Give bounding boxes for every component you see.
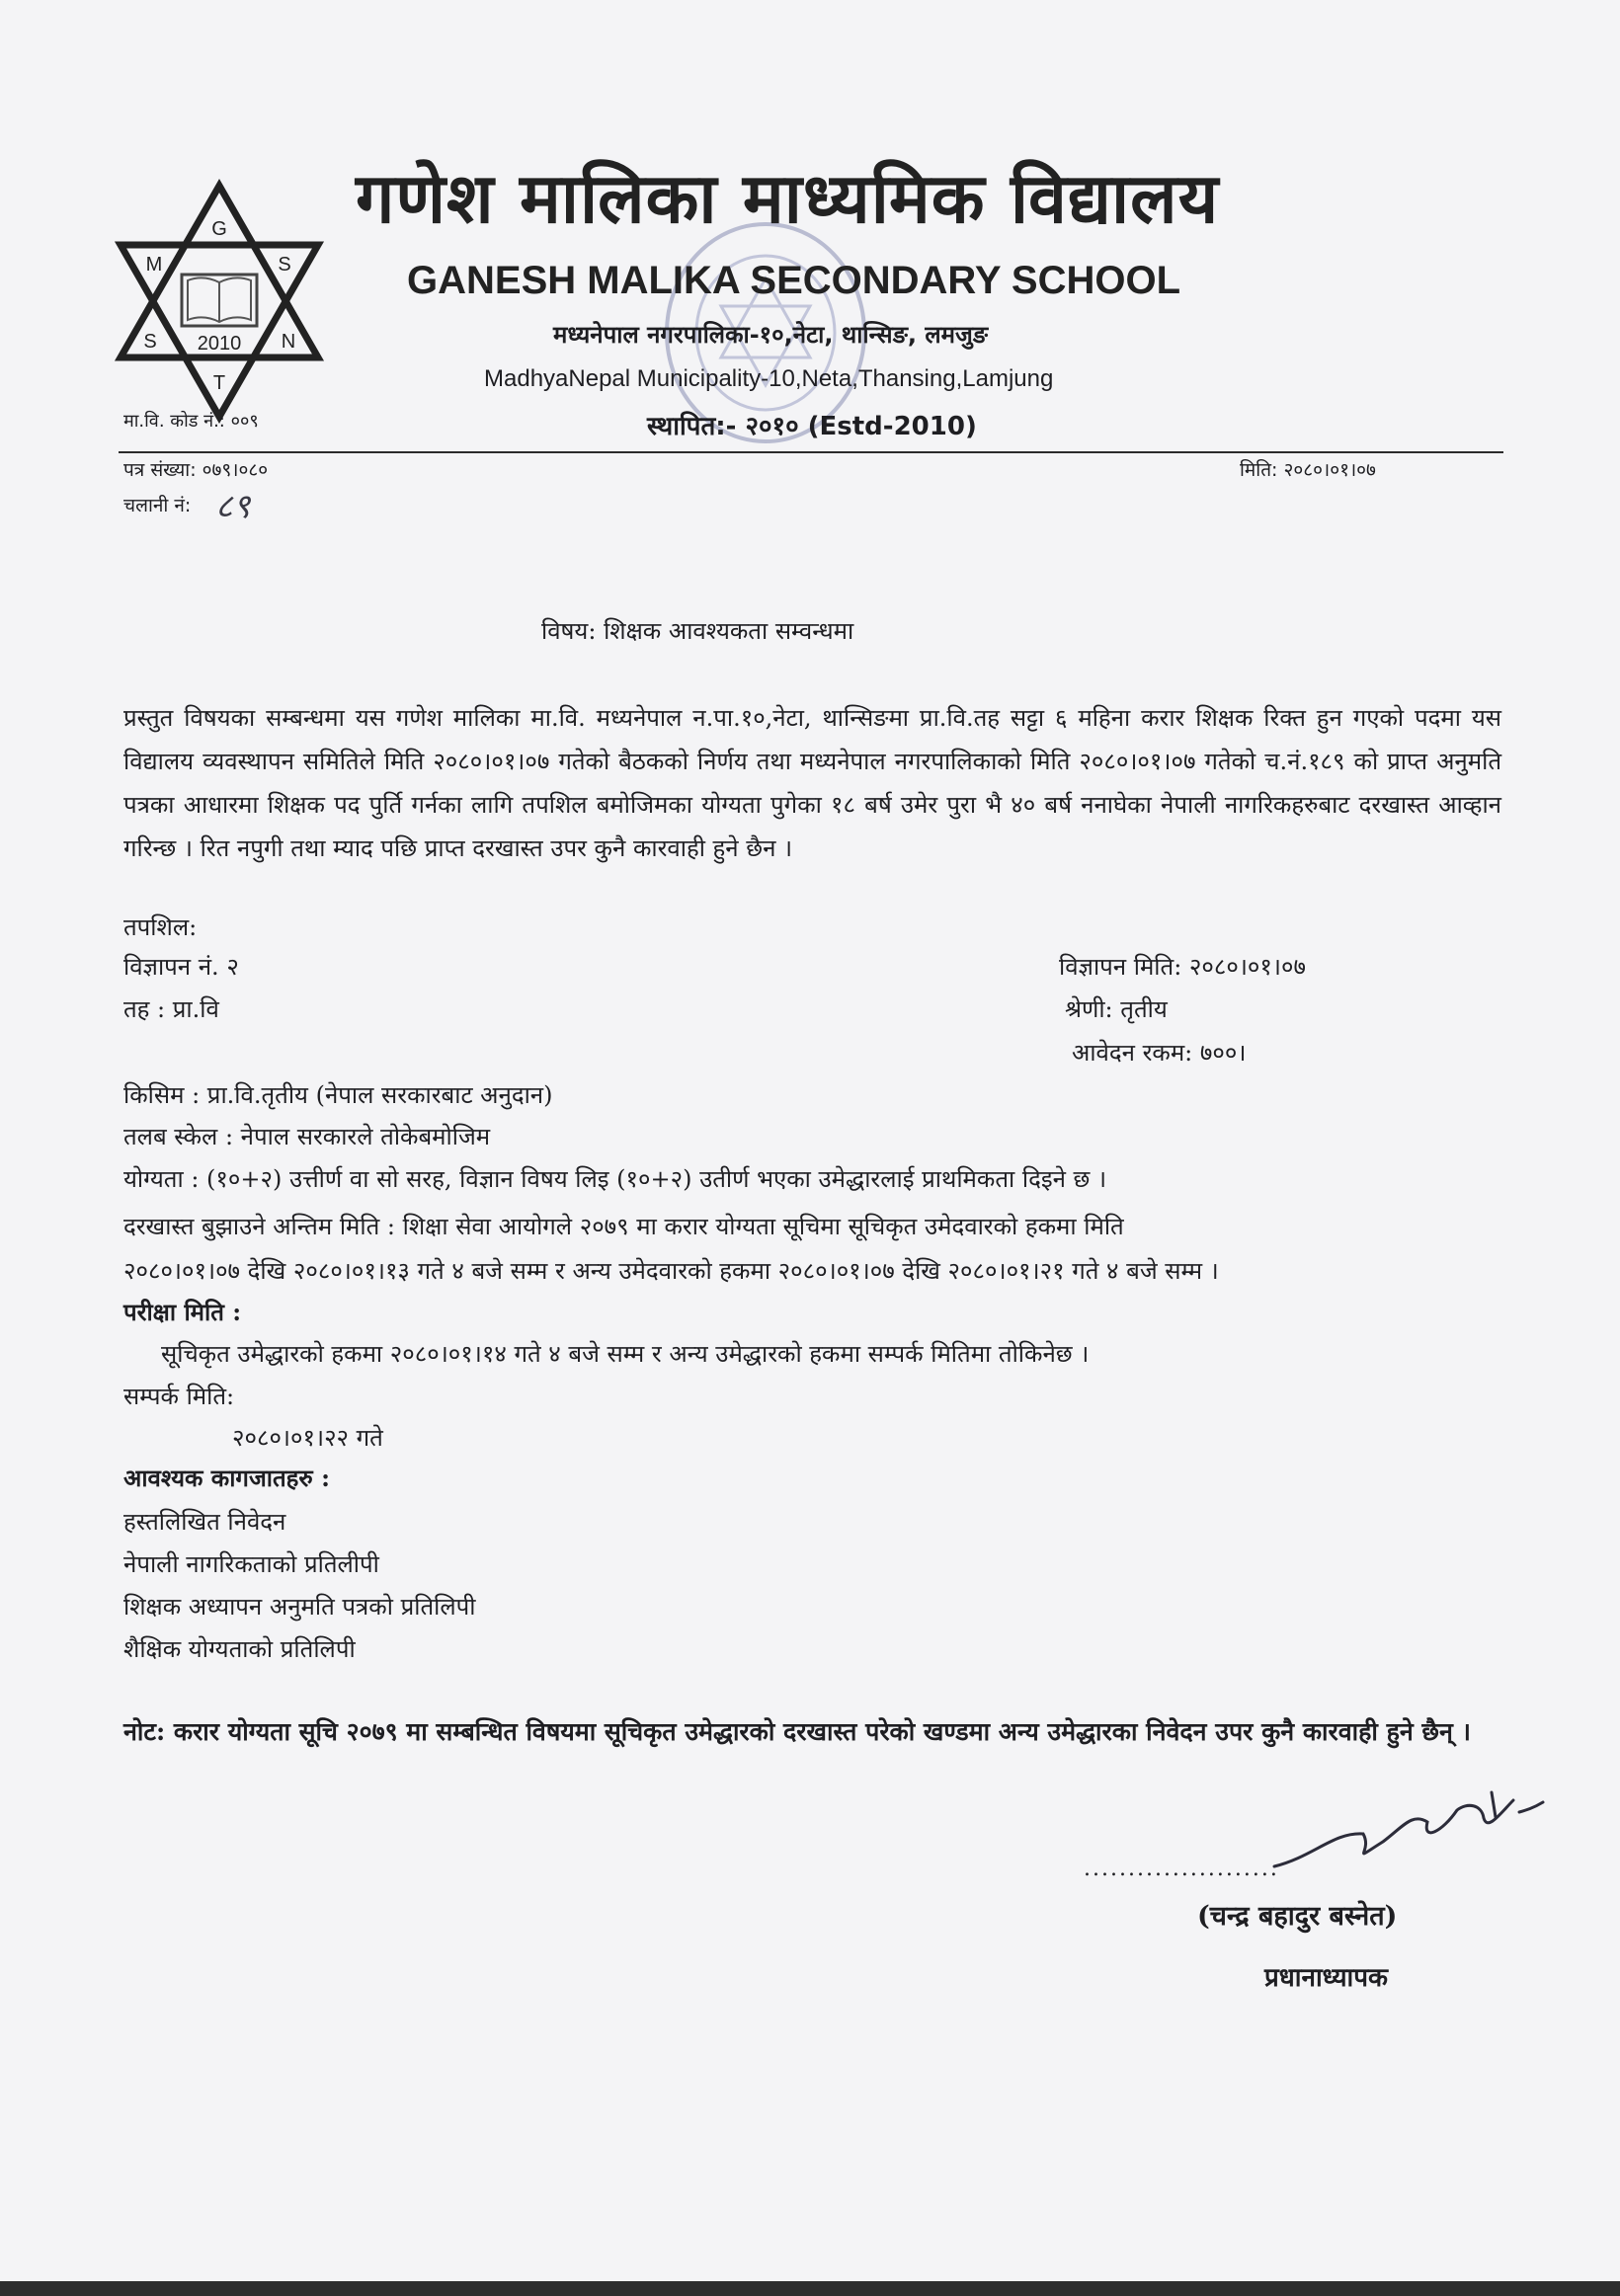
svg-text:T: T bbox=[212, 372, 226, 394]
svg-text:N: N bbox=[281, 331, 296, 353]
svg-text:2010: 2010 bbox=[197, 333, 242, 355]
exam-text: सूचिकृत उमेद्धारको हकमा २०८०।०१।१४ गते ४ बजे सम्म र अन्य उमेद्धारको हकमा सम्पर्क मितिमा तोकिनेछ । bbox=[161, 1340, 1090, 1368]
document-item: शिक्षक अध्यापन अनुमति पत्रको प्रतिलिपी bbox=[123, 1593, 476, 1621]
dispatch-number: ८९ bbox=[215, 487, 251, 526]
deadline-line-2: २०८०।०१।०७ देखि २०८०।०१।१३ गते ४ बजे सम्म र अन्य उमेदवारको हकमा २०८०।०१।०७ देखि २०८०।०१।२१ गते ४ बजे सम्म । bbox=[123, 1257, 1219, 1285]
established-year: स्थापित:- २०१० (Estd-2010) bbox=[647, 412, 977, 441]
exam-label: परीक्षा मिति : bbox=[123, 1298, 242, 1326]
application-fee: आवेदन रकम: ७००। bbox=[1072, 1039, 1247, 1067]
school-name-english: GANESH MALIKA SECONDARY SCHOOL bbox=[407, 259, 1181, 302]
svg-text:S: S bbox=[278, 254, 291, 276]
post-type: किसिम : प्रा.वि.तृतीय (नेपाल सरकारबाट अनुदान) bbox=[123, 1081, 553, 1109]
svg-text:M: M bbox=[145, 254, 163, 276]
document-item: शैक्षिक योग्यताको प्रतिलिपी bbox=[123, 1635, 356, 1663]
letter-date: मिति: २०८०।०१।०७ bbox=[1240, 459, 1376, 481]
ad-number: विज्ञापन नं. २ bbox=[123, 953, 239, 981]
scan-bottom-edge bbox=[0, 2281, 1620, 2296]
school-logo-icon bbox=[111, 178, 328, 425]
svg-text:G: G bbox=[211, 218, 227, 240]
contact-date: २०८०।०१।२२ गते bbox=[232, 1424, 383, 1452]
deadline-line-1: दरखास्त बुझाउने अन्तिम मिति : शिक्षा सेवा आयोगले २०७९ मा करार योग्यता सूचिमा सूचिकृत उमेदवारको हकमा मिति bbox=[123, 1213, 1124, 1240]
level: तह : प्रा.वि bbox=[123, 995, 219, 1023]
signature-line: ...................... bbox=[1084, 1857, 1279, 1881]
ad-date: विज्ञापन मिति: २०८०।०१।०७ bbox=[1059, 953, 1306, 981]
documents-label: आवश्यक कागजातहरु : bbox=[123, 1464, 330, 1492]
qualification: योग्यता : (१०+२) उत्तीर्ण वा सो सरह, विज्ञान विषय लिइ (१०+२) उतीर्ण भएका उमेद्धारलाई प्राथमिकता दिइने छ । bbox=[123, 1165, 1107, 1193]
letter-number: पत्र संख्या: ०७९।०८० bbox=[123, 459, 269, 481]
signatory-name: (चन्द्र बहादुर बस्नेत) bbox=[1197, 1901, 1398, 1932]
school-name-nepali: गणेश मालिका माध्यमिक विद्यालय bbox=[356, 157, 1220, 239]
grade: श्रेणी: तृतीय bbox=[1065, 995, 1168, 1023]
svg-text:S: S bbox=[143, 331, 157, 353]
subject-line: विषय: शिक्षक आवश्यकता सम्वन्धमा bbox=[541, 617, 854, 645]
school-code: मा.वि. कोड नं.: ००९ bbox=[123, 411, 259, 432]
address-english: MadhyaNepal Municipality-10,Neta,Thansing,Lamjung bbox=[484, 365, 1054, 392]
header-divider bbox=[119, 451, 1503, 453]
note-paragraph: नोट: करार योग्यता सूचि २०७९ मा सम्बन्धित विषयमा सूचिकृत उमेद्धारको दरखास्त परेको खण्डमा अन्य उमेद्धारका निवेदन उपर कुनै कारवाही हुने छैन् । bbox=[123, 1717, 1472, 1746]
schedule-label: तपशिल: bbox=[123, 913, 198, 941]
signatory-title: प्रधानाध्यापक bbox=[1264, 1963, 1389, 1993]
contact-label: सम्पर्क मिति: bbox=[123, 1383, 235, 1410]
intro-paragraph: प्रस्तुत विषयका सम्बन्धमा यस गणेश मालिका मा.वि. मध्यनेपाल न.पा.१०,नेटा, थान्सिङमा प्रा.वि.तह सट्टा ६ महिना करार शिक्षक रिक्त हुन गएको पदमा यस विद्यालय व्यवस्थापन समितिले मिति २०८०।०१।०७ गतेको बैठकको निर्णय तथा मध्यनेपाल नगरपालिकाको मिति २०८०।०१।०७ गतेको च.नं.१८९ को प्राप्त अनुमति पत्रका आधारमा शिक्षक पद पुर्ति गर्नका लागि तपशिल बमोजिमका योग्यता पुगेका १८ बर्ष उमेर पुरा भै ४० बर्ष ननाघेका नेपाली नागरिकहरुबाट दरखास्त आव्हान गरिन्छ । रित नपुगी तथा म्याद पछि प्राप्त दरखास्त उपर कुनै कारवाही हुने छैन । bbox=[123, 704, 1501, 862]
document-item: हस्तलिखित निवेदन bbox=[123, 1508, 286, 1536]
salary-scale: तलब स्केल : नेपाल सरकारले तोकेबमोजिम bbox=[123, 1123, 491, 1150]
dispatch-label: चलानी नं: bbox=[123, 495, 192, 516]
document-item: नेपाली नागरिकताको प्रतिलीपी bbox=[123, 1550, 379, 1578]
address-nepali: मध्यनेपाल नगरपालिका-१०,नेटा, थान्सिङ, लमजुङ bbox=[553, 321, 989, 349]
handwritten-signature-icon bbox=[1255, 1773, 1551, 1891]
